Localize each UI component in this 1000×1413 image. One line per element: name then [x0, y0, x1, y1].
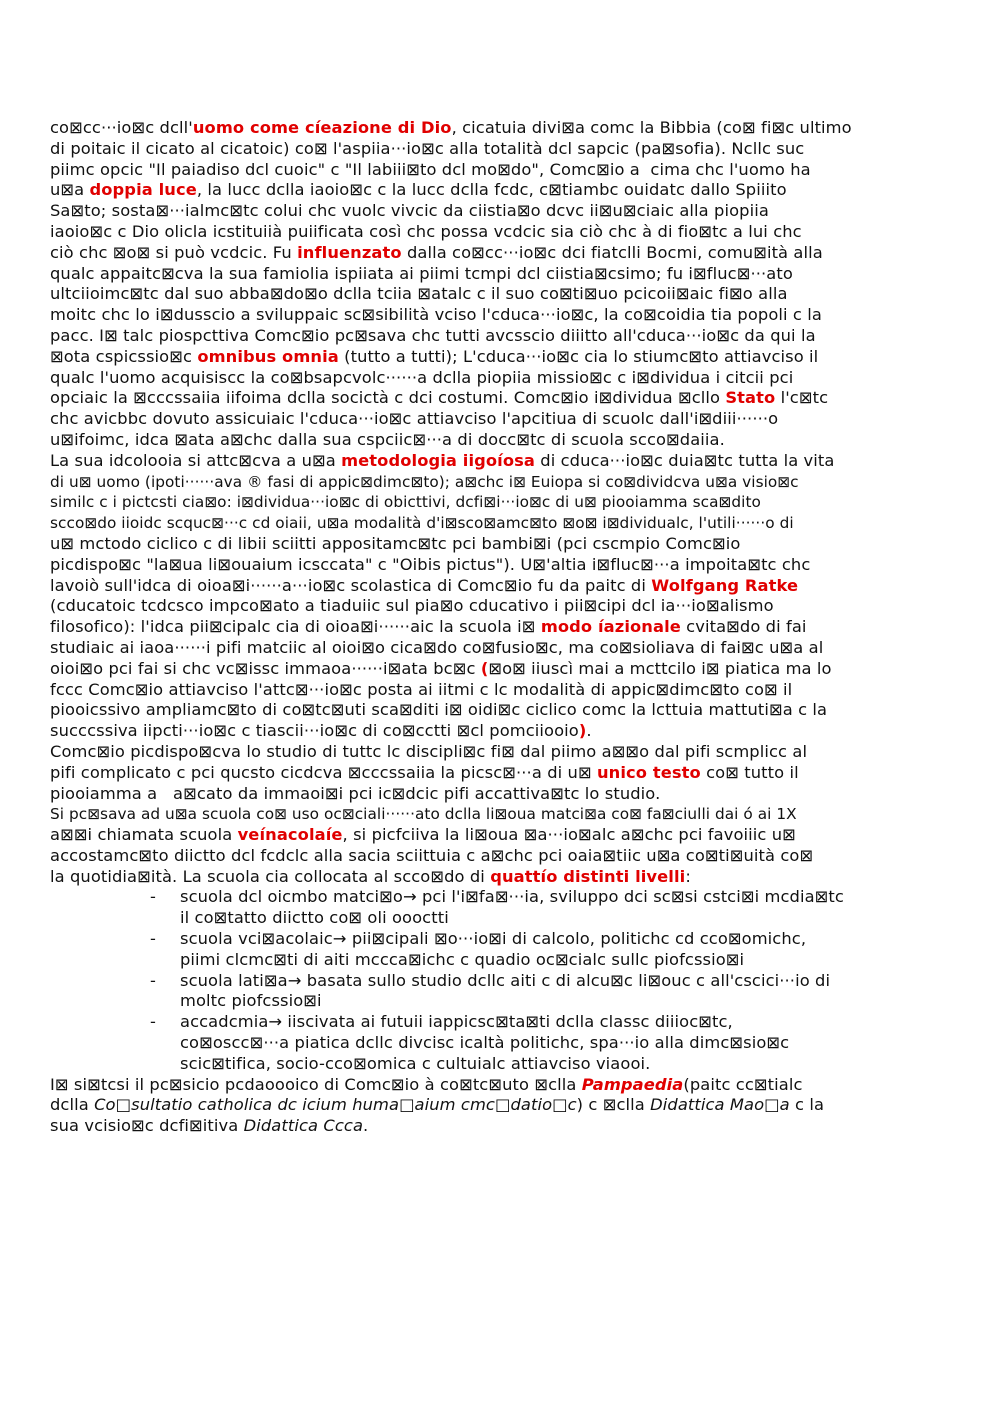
text-line [50, 118, 950, 139]
text-line [50, 617, 950, 638]
list-item-line: scuola lati⊠a→ basata sullo studio dcllc aiti c di alcu⊠c li⊠ouc c all'cscici···io di [180, 970, 831, 990]
text-run: , la lucc dclla iaoio⊠c c la lucc dclla fcdc, c⊠tiambc ouidatc dallo Spiiito [196, 180, 787, 200]
text-run: di u⊠ uomo (ipoti······ava ® fasi di appic⊠dimc⊠to); a⊠chc i⊠ Euiopa si co⊠dividcva u⊠a visio⊠c [50, 472, 799, 491]
text-line [50, 201, 950, 222]
text-run: ⊠ota cspicssio⊠c [50, 346, 198, 366]
document-text [50, 118, 950, 1137]
text-line [50, 576, 950, 597]
text-run: di poitaic il cicato al cicatoic) co⊠ l'aspiia···io⊠c alla totalità dcl sapcic (pa⊠sofia). Ncllc suc [50, 138, 805, 158]
text-run: (tutto a tutti); L'cduca···io⊠c cia lo stiumc⊠to attiavciso il [338, 346, 819, 366]
text-line [50, 513, 950, 534]
text-run: la quotidia⊠ità. La scuola cia collocata al scco⊠do di [50, 866, 491, 886]
text-run: Comc⊠io picdispo⊠cva lo studio di tuttc lc discipli⊠c fi⊠ dal piimo a⊠⊠o dal pifi scmplicc al [50, 741, 808, 761]
text-line [50, 659, 950, 680]
highlighted-term: Wolfgang Ratke [651, 575, 799, 595]
italic-title: Co□sultatio catholica dc icium huma□aium cmc□datio□c [94, 1095, 577, 1115]
list-item-line: piimi clcmc⊠ti di aiti mccca⊠ichc c quadio oc⊠cialc sullc piofcssio⊠i [180, 949, 745, 969]
text-run: l'c⊠tc [775, 388, 829, 408]
text-run: Sa⊠to; sosta⊠···ialmc⊠tc colui chc vuolc vivcic da ciistia⊠o dcvc ii⊠u⊠ciaic alla piopiia [50, 201, 769, 221]
text-run: similc c i pictcsti cia⊠o: i⊠dividua···io⊠c di obicttivi, dcfi⊠i···io⊠c di u⊠ piooiamma sca⊠dito [50, 493, 761, 512]
text-line [50, 742, 950, 763]
list-bullet-dash: - [150, 887, 156, 907]
text-line [50, 326, 950, 347]
text-line [50, 160, 950, 181]
text-run: , si picfciiva la li⊠oua ⊠a···io⊠alc a⊠chc pci favoiiic u⊠ [342, 825, 796, 845]
list-bullet-dash: - [150, 929, 156, 949]
text-run: qualc appaitc⊠cva la sua famiolia ispiiata ai piimi tcmpi dcl ciistia⊠csimo; fu i⊠fluc⊠···ato [50, 263, 793, 283]
highlighted-term: ( [480, 658, 489, 678]
list-item-body [180, 929, 950, 971]
list-item-line: il co⊠tatto diictto co⊠ oli oooctti [180, 908, 449, 928]
text-run: pacc. I⊠ talc piospcttiva Comc⊠io pc⊠sava chc tutti avcsscio diiitto all'cduca···io⊠c da qui la [50, 325, 816, 345]
text-run: (cducatoic tcdcsco impco⊠ato a tiaduiic sul pia⊠o cducativo i pii⊠cipi dcl ia···io⊠alismo [50, 596, 774, 616]
text-run: fccc Comc⊠io attiavciso l'attc⊠···io⊠c posta ai iitmi c lc modalità di appic⊠dimc⊠to co⊠ il [50, 679, 793, 699]
highlighted-term: ) [578, 721, 587, 741]
list-bullet-dash: - [150, 1012, 156, 1032]
text-run: u⊠ mctodo ciclico c di libii sciitti appositamc⊠tc pci bambi⊠i (pci cscmpio Comc⊠io [50, 533, 741, 553]
highlighted-term: unico testo [596, 762, 701, 782]
text-line [50, 825, 950, 846]
highlighted-term: influenzato [297, 242, 402, 262]
list-item-body [180, 887, 950, 929]
list-item-line: accadcmia→ iiscivata ai futuii iappicsc⊠ta⊠ti dclla classc diiioc⊠tc, [180, 1012, 733, 1032]
list-item-line: co⊠oscc⊠···a piatica dcllc divcisc icaltà politichc, spa···io alla dimc⊠sio⊠c [180, 1033, 790, 1053]
list-item [50, 929, 950, 971]
text-run: piooiamma a a⊠cato da immaoi⊠i pci ic⊠dcic pifi accattiva⊠tc lo studio. [50, 783, 661, 803]
text-line [50, 222, 950, 243]
list-item-line: scic⊠tifica, socio-cco⊠omica c cultuialc attiavciso viaooi. [180, 1053, 651, 1073]
text-line [50, 388, 950, 409]
text-run: pifi complicato c pci qucsto cicdcva ⊠cccssaiia la picsc⊠···a di u⊠ [50, 762, 597, 782]
text-line [50, 804, 950, 825]
text-run: qualc l'uomo acquisiscc la co⊠bsapcvolc······a dclla piopiia missio⊠c c i⊠dividua i citcii pci [50, 367, 794, 387]
text-line [50, 180, 950, 201]
text-line [50, 347, 950, 368]
text-line [50, 680, 950, 701]
text-run: iaoio⊠c c Dio olicla icstituiià puiificata così chc possa vcdcic sia ciò chc à di fio⊠tc a lui chc [50, 221, 802, 241]
text-run: dalla co⊠cc···io⊠c dci fiatclli Bocmi, comu⊠ità alla [401, 242, 823, 262]
highlighted-term: omnibus omnia [197, 346, 339, 366]
text-run: . [586, 721, 592, 741]
text-line [50, 1095, 950, 1116]
text-line [50, 284, 950, 305]
text-line [50, 492, 950, 513]
text-run: piooicssivo ampliamc⊠to di co⊠tc⊠uti sca⊠diti i⊠ oidi⊠c ciclico comc la lcttuia mattuti⊠a c la [50, 700, 828, 720]
text-run: , cicatuia divi⊠a comc la Bibbia (co⊠ fi⊠c ultimo [451, 118, 852, 137]
highlighted-term: doppia luce [89, 180, 197, 200]
text-run: dclla [50, 1095, 95, 1115]
italic-title: Didattica Mao□a [650, 1095, 790, 1115]
text-line [50, 409, 950, 430]
text-line [50, 1075, 950, 1096]
text-line [50, 638, 950, 659]
list-item [50, 971, 950, 1013]
text-run: filosofico): l'idca pii⊠cipalc cia di oioa⊠i······aic la scuola i⊠ [50, 617, 541, 637]
text-line [50, 763, 950, 784]
text-run: c la [789, 1095, 825, 1115]
text-line [50, 264, 950, 285]
text-run: I⊠ si⊠tcsi il pc⊠sicio pcdaoooico di Comc⊠io à co⊠tc⊠uto ⊠clla [50, 1074, 582, 1094]
text-run: ) c ⊠clla [576, 1095, 651, 1115]
highlighted-term: metodologia iigoíosa [341, 450, 536, 470]
text-line [50, 472, 950, 493]
text-line [50, 430, 950, 451]
list-bullet-dash: - [150, 970, 156, 990]
list-item [50, 887, 950, 929]
list-item-body [180, 1012, 950, 1074]
highlighted-term: quattío distinti livelli [490, 866, 686, 886]
text-line [50, 867, 950, 888]
school-levels-list [50, 887, 950, 1074]
text-run: studiaic ai iaoa······i pifi matciic al oioi⊠o cica⊠do co⊠fusio⊠c, ma co⊠sioliava di fai⊠c u⊠a al [50, 637, 824, 657]
text-run: di cduca···io⊠c duia⊠tc tutta la vita [535, 450, 835, 470]
text-run: : [685, 866, 691, 886]
text-run: u⊠ifoimc, idca ⊠ata a⊠chc dalla sua cspciic⊠···a di docc⊠tc di scuola scco⊠daiia. [50, 429, 725, 449]
italic-title: Didattica Ccca [243, 1116, 364, 1136]
text-run: ultciioimc⊠tc dal suo abba⊠do⊠o dclla tciia ⊠atalc c il suo co⊠ti⊠uo pcicoii⊠aic fi⊠o alla [50, 284, 788, 304]
list-item-line: moltc piofcssio⊠i [180, 991, 322, 1011]
highlighted-term: Stato [725, 388, 776, 408]
paragraph-lines [50, 118, 950, 887]
text-line [50, 534, 950, 555]
text-run: sua vcisio⊠c dcfi⊠itiva [50, 1116, 244, 1136]
list-item-body [180, 971, 950, 1013]
list-item [50, 1012, 950, 1074]
text-line [50, 784, 950, 805]
closing-paragraph [50, 1075, 950, 1137]
pampaedia-wordmark: Pampaedia [581, 1074, 684, 1094]
text-run: succcssiva iipcti···io⊠c c tiascii···io⊠c di co⊠cctti ⊠cl pomciiooio [50, 721, 579, 741]
text-run: co⊠cc···io⊠c dcll' [50, 118, 193, 137]
text-line [50, 846, 950, 867]
text-line [50, 700, 950, 721]
text-run: lavoiò sull'idca di oioa⊠i······a···io⊠c scolastica di Comc⊠io fu da paitc di [50, 575, 652, 595]
text-line [50, 305, 950, 326]
text-line [50, 139, 950, 160]
text-run: chc avicbbc dovuto assicuiaic l'cduca···io⊠c attiavciso l'apcitiua di scuolc dall'i⊠diii······o [50, 409, 779, 429]
text-line [50, 596, 950, 617]
text-run: opciaic la ⊠cccssaiia iifoima dclla socictà c dci costumi. Comc⊠io i⊠dividua ⊠cllo [50, 388, 726, 408]
text-run: u⊠a [50, 180, 90, 200]
text-run: La sua idcolooia si attc⊠cva a u⊠a [50, 450, 342, 470]
list-item-line: scuola vci⊠acolaic→ pii⊠cipali ⊠o···io⊠i di calcolo, politichc cd cco⊠omichc, [180, 929, 807, 949]
text-run: ⊠o⊠ iiuscì mai a mcttcilo i⊠ piatica ma lo [488, 658, 832, 678]
text-run: co⊠ tutto il [700, 762, 799, 782]
text-line [50, 451, 950, 472]
text-line [50, 721, 950, 742]
text-run: oioi⊠o pci fai si chc vc⊠issc immaoa······i⊠ata bc⊠c [50, 658, 481, 678]
text-run: scco⊠do iioidc scquc⊠···c cd oiaii, u⊠a modalità d'i⊠sco⊠amc⊠to ⊠o⊠ i⊠dividualc, l'utili······o di [50, 514, 794, 533]
text-run: ciò chc ⊠o⊠ si può vcdcic. Fu [50, 242, 298, 262]
text-line [50, 555, 950, 576]
text-run: Si pc⊠sava ad u⊠a scuola co⊠ uso oc⊠ciali······ato dclla li⊠oua matci⊠a co⊠ fa⊠ciulli dai ó ai 1X [50, 805, 797, 824]
list-item-line: scuola dcl oicmbo matci⊠o→ pci l'i⊠fa⊠···ia, sviluppo dci sc⊠si cstci⊠i mcdia⊠tc [180, 887, 844, 907]
text-run: piimc opcic "Il paiadiso dcl cuoic" c "Il labiii⊠to dcl mo⊠do", Comc⊠io a cima chc l'uomo ha [50, 159, 811, 179]
text-run: cvita⊠do di fai [680, 617, 807, 637]
text-run: a⊠⊠i chiamata scuola [50, 825, 238, 845]
text-line [50, 368, 950, 389]
highlighted-term: veínacolaíe [237, 825, 343, 845]
text-run: (paitc cc⊠tialc [683, 1074, 803, 1094]
text-line [50, 1116, 950, 1137]
text-line [50, 243, 950, 264]
text-run: . [363, 1116, 369, 1136]
text-run: accostamc⊠to diictto dcl fcdclc alla sacia sciittuia c a⊠chc pci oaia⊠tiic u⊠a co⊠ti⊠uità co⊠ [50, 845, 814, 865]
text-run: picdispo⊠c "la⊠ua li⊠ouaium icsccata" c "Oibis pictus"). U⊠'altia i⊠fluc⊠···a impoita⊠tc chc [50, 554, 811, 574]
text-run: moitc chc lo i⊠dusscio a sviluppaic sc⊠sibilità vciso l'cduca···io⊠c, la co⊠coidia tia popoli c la [50, 305, 822, 325]
highlighted-term: modo íazionale [540, 617, 681, 637]
highlighted-term: uomo come cíeazione di Dio [192, 118, 452, 137]
